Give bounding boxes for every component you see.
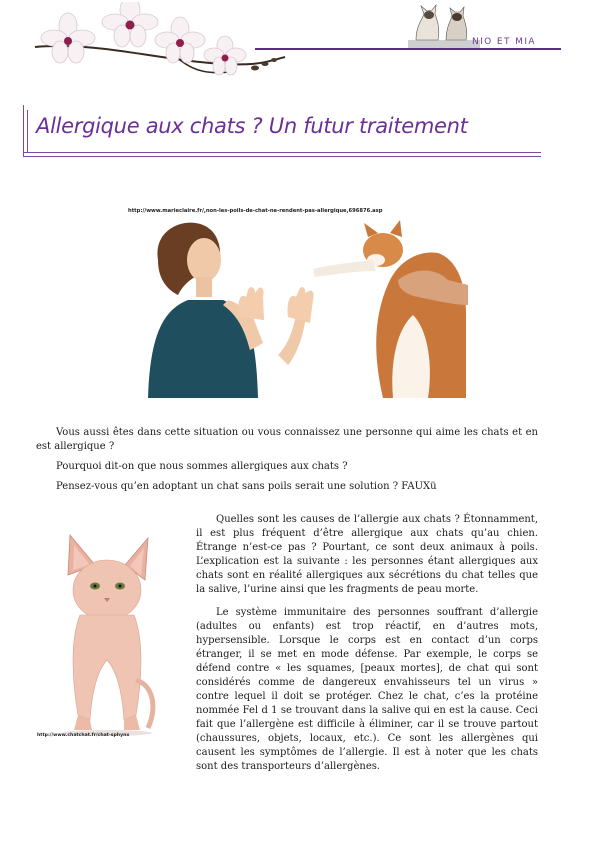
sphynx-source-caption: http://www.chatchat.fr/chat-sphynx	[37, 733, 130, 738]
siamese-cats-illustration	[408, 2, 480, 48]
photo-source-caption: http://www.marieclaire.fr/,non-les-poils-de-chat-ne-rendent-pas-allergique,696876.asp	[128, 208, 383, 214]
intro-paragraph-1: Vous aussi êtes dans cette situation ou vous connaissez une personne qui aime les chats et en est allergique ?	[36, 427, 538, 452]
header-rule	[255, 48, 561, 50]
page-title: Allergique aux chats ? Un futur traitement	[36, 114, 468, 138]
title-rule-bottom	[23, 156, 541, 157]
intro-paragraph-2: Pourquoi dit-on que nous sommes allergiques aux chats ?	[56, 461, 348, 472]
title-frame-left-outer	[23, 105, 24, 157]
site-name: NIO ET MIA	[472, 37, 536, 47]
woman-refusing-cat-photo	[128, 205, 468, 398]
sphynx-cat-photo	[40, 530, 170, 740]
title-rule-top	[23, 152, 541, 153]
column-paragraph-1: Quelles sont les causes de l’allergie aux chats ? Étonnamment, il est plus fréquent d’être allergique aux chats qu’au chien. Étrange n’est-ce pas ? Pourtant, ce sont deux animaux à poils. L’explication est la suivante : les personnes étant allergiques aux chats sont en réalité allergiques aux sécrétions du chat telles que la salive, l’urine ainsi que les fragments de peau morte.	[196, 514, 538, 595]
title-frame-left-inner	[27, 110, 28, 153]
orchid-branch-illustration	[30, 2, 290, 92]
column-paragraph-2: Le système immunitaire des personnes souffrant d’allergie (adultes ou enfants) est trop réactif, en d’autres mots, hypersensible. Lorsque le corps est en contact d’un corps étranger, il se met en mode défense. Par exemple, le corps se défend contre « les squames, [peaux mortes], de chat qui sont considérés comme de dangereux envahisseurs tel un virus » contre lequel il doit se protéger. Chez le chat, c’es la protéine nommée Fel d 1 se trouvant dans la salive qui en est la cause. Ceci fait que l’allergène est difficile à éliminer, car il se trouve partout (chaussures, objets, locaux, etc.). Ce sont les allergènes qui causent les symptômes de l’allergie. Il est à noter que les chats sont des transporteurs d’allergènes.	[196, 607, 538, 772]
intro-paragraph-3: Pensez-vous qu’en adoptant un chat sans poils serait une solution ? FAUXü	[56, 481, 437, 492]
